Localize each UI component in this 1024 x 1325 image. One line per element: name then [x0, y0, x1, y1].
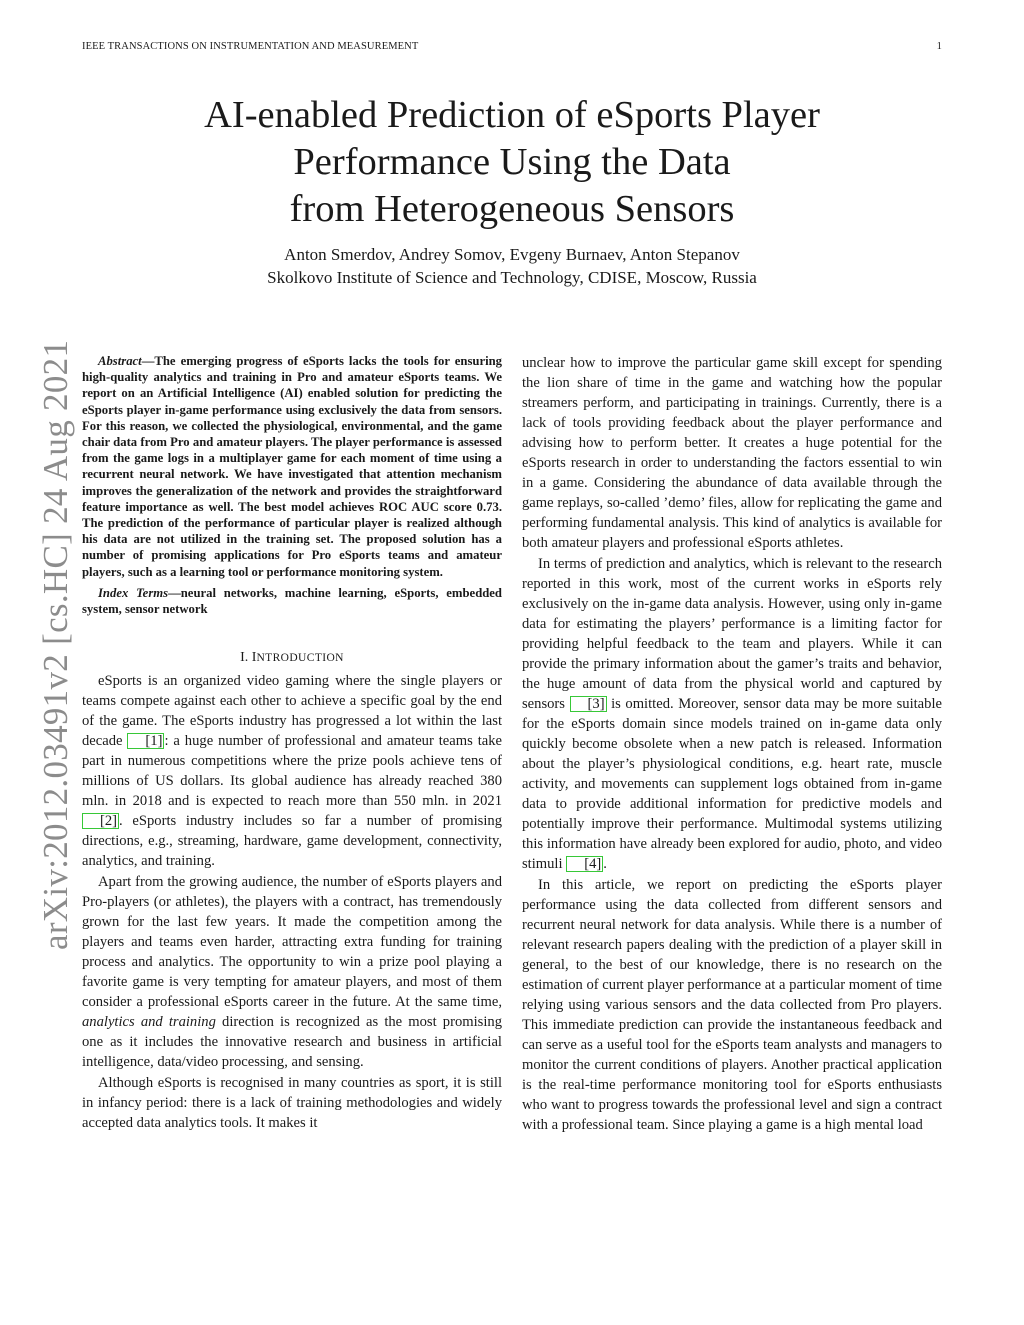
section-numeral: I. — [240, 650, 249, 666]
index-terms-label: Index Terms — [98, 585, 169, 600]
running-head — [82, 41, 942, 55]
left-column — [82, 353, 502, 1133]
journal-name: IEEE TRANSACTIONS ON INSTRUMENTATION AND MEASUREMENT — [82, 41, 419, 52]
paper-title — [120, 92, 904, 233]
intro-paragraph-1 — [82, 671, 502, 871]
intro-paragraph-4 — [522, 554, 942, 874]
title-line-3: from Heterogeneous Sensors — [289, 188, 735, 230]
section-title-rest: NTRODUCTION — [256, 652, 344, 665]
abstract — [82, 353, 502, 580]
citation-link-3[interactable]: [3] — [570, 696, 607, 712]
abstract-text: —The emerging progress of eSports lacks the tools for ensuring high-quality analytics and training in Pro and amateur eSports teams. We report on an Artificial Intelligence (AI) enabled solution for predicting the eSports player in-game performance using exclusively the data from sensors. For this reason, we collected the physiological, environmental, and the game chair data from Pro and amateur players. The player performance is assessed from the game logs in a multiplayer game for each moment of time using a recurrent neural network. We have investigated that attention mechanism improves the generalization of the network and provides the straightforward feature importance as well. The best model achieves ROC AUC score 0.73. The prediction of the performance of particular player is realized although his data are not utilized in the training set. The proposed solution has a number of promising applications for Pro eSports teams and amateur players, such as a learning tool or performance monitoring system. — [82, 354, 502, 579]
author-list: Anton Smerdov, Andrey Somov, Evgeny Burnaev, Anton Stepanov — [284, 245, 740, 264]
intro-paragraph-5: In this article, we report on predicting the eSports player performance using the data collected from different sensors and recurrent neural network for data analysis. While there is a number of relevant research papers dealing with the prediction of a player skill in general, to the best of our knowledge, there is no research on the estimation of current player performance at a particular moment of time relying using various sensors and the data collected from Pro players. This immediate prediction can provide the instantaneous feedback and can serve as a useful tool for the eSports team analysts and managers to monitor the current conditions of players. Another practical application is the real-time performance monitoring tool for eSports enthusiasts who want to progress towards the professional level and sign a contract with a professional team. Since playing a game is a high mental load — [522, 877, 942, 1133]
paragraph-text: direction is recognized as the most promising one as it includes the innovative research and business in artificial intelligence, data/video processing, and sensing. — [82, 1014, 502, 1071]
intro-paragraph-3-continued: unclear how to improve the particular game skill except for spending the lion share of time in the game and watching how the popular streamers perform, and participating in trainings. Currently, there is a lack of tools providing feedback about the player performance and advising how to perform better. It creates a huge potential for the eSports research in order to understanding the factors essential to win in a game. Considering the abundance of data available through the game replays, so-called ’demo’ files, allow for replicating the game and performing fundamental analysis. This kind of analytics is available for both amateur players and professional eSports athletes. — [522, 355, 942, 551]
paragraph-text: . — [603, 856, 607, 872]
index-terms — [82, 585, 502, 617]
title-line-1: AI-enabled Prediction of eSports Player — [204, 94, 820, 136]
index-terms-text: —neural networks, machine learning, eSports, embedded system, sensor network — [82, 585, 502, 617]
paragraph-text: eSports is an organized video gaming where the single players or teams compete against each other to achieve a specific goal by the end of the game. The eSports industry has progressed a lot within the last decade — [82, 673, 502, 750]
abstract-label: Abstract — [98, 354, 142, 368]
affiliation: Skolkovo Institute of Science and Technology, CDISE, Moscow, Russia — [267, 268, 757, 287]
paragraph-text: is omitted. Moreover, sensor data may be more suitable for the eSports domain since models trained on in-game data only quickly become obsolete when a new patch is released. Information about the player’s physiological conditions, e.g. heart rate, muscle activity, and movements can supplement logs obtained from in-game data to provide additional information for predictive models and potentially improve their performance. Multimodal systems utilizing this information have already been explored for audio, photo, and video stimuli — [522, 696, 942, 872]
arxiv-identifier: arXiv:2012.03491v2 [cs.HC] 24 Aug 2021 — [36, 339, 75, 950]
title-line-2: Performance Using the Data — [293, 141, 731, 183]
intro-paragraph-3: Although eSports is recognised in many countries as sport, it is still in infancy period: there is a lack of training methodologies and widely accepted data analytics tools. It makes it — [82, 1075, 502, 1132]
intro-paragraph-2 — [82, 872, 502, 1072]
citation-link-1[interactable]: [1] — [127, 733, 164, 749]
section-first-letter: I — [251, 650, 257, 666]
paragraph-text: . eSports industry includes so far a number of promising directions, e.g., streaming, hardware, game development, connectivity, analytics, and training. — [82, 813, 502, 870]
section-heading-introduction — [82, 649, 502, 667]
paragraph-text: Apart from the growing audience, the number of eSports players and Pro-players (or athletes), the players with a contract, has tremendously grown for the last few years. It made the competition among the players and teams even harder, attracting extra funding for training process and analytics. The opportunity to win a prize pool playing a favorite game is very tempting for amateur players, and most of them consider a professional eSports career in the future. At the same time, — [82, 874, 502, 1011]
citation-link-2[interactable]: [2] — [82, 813, 119, 829]
right-column — [522, 353, 942, 1135]
page-number: 1 — [936, 41, 942, 52]
paragraph-text: In terms of prediction and analytics, which is relevant to the research reported in this work, most of the current works in eSports rely exclusively on the in-game data analysis. However, using only in-game data for estimating the players’ performance is a limiting factor for providing helpful feedback to the team and players. While it can provide the primary information about the gamer’s traits and behavior, the huge amount of data from the physical world and captured by sensors — [522, 556, 942, 712]
paragraph-text: : a huge number of professional and amateur teams take part in numerous competitions where the prize pools achieve tens of millions of US dollars. Its global audience has already reached 380 mln. in 2018 and is expected to reach more than 550 mln. in 2021 — [82, 733, 503, 810]
citation-link-4[interactable]: [4] — [566, 856, 603, 872]
emphasis-text: analytics and training — [82, 1014, 216, 1031]
